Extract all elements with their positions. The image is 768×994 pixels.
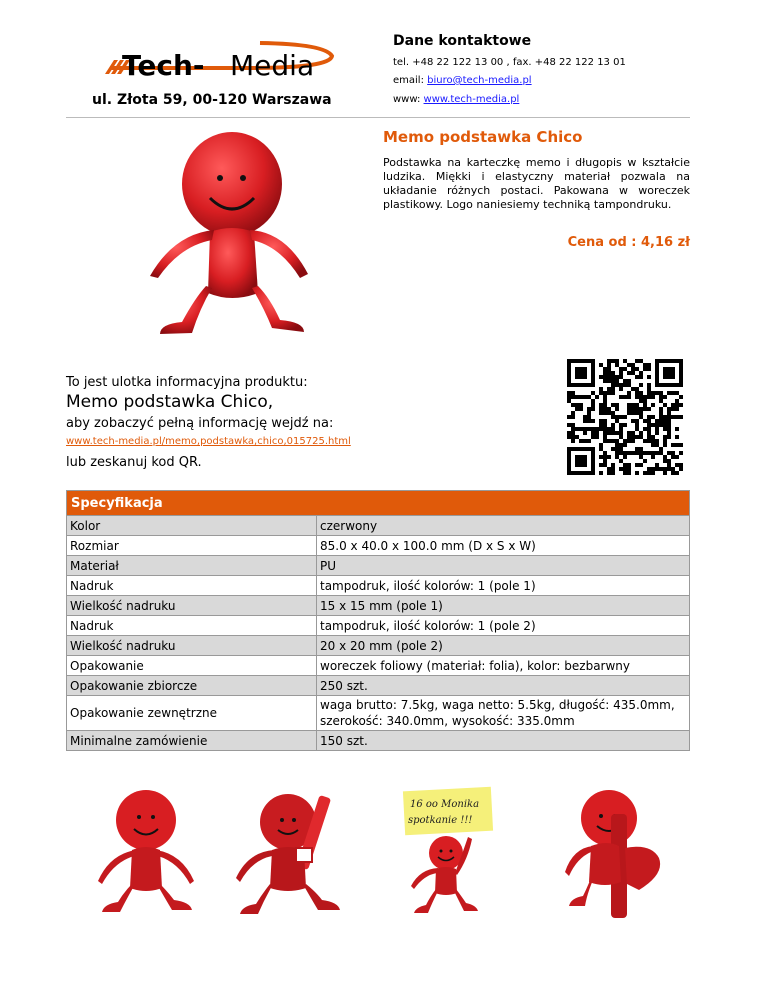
- spec-key: Materiał: [67, 556, 317, 576]
- spec-value: woreczek foliowy (materiał: folia), kolor: bezbarwny: [317, 656, 690, 676]
- spec-value: tampodruk, ilość kolorów: 1 (pole 1): [317, 576, 690, 596]
- spec-value: PU: [317, 556, 690, 576]
- spec-table: [66, 490, 690, 751]
- product-description: Podstawka na karteczkę memo i długopis w kształcie ludzika. Miękki i elastyczny materiał pozwala na układanie różnych postaci. Pakowana w woreczek plastikowy. Logo naniesiemy techniką tampondruku.: [383, 156, 690, 211]
- spec-key: Nadruk: [67, 576, 317, 596]
- spec-row: [67, 636, 690, 656]
- spec-value: tampodruk, ilość kolorów: 1 (pole 2): [317, 616, 690, 636]
- gallery-image-2: [232, 790, 352, 918]
- info-intro: To jest ulotka informacyjna produktu:: [66, 375, 308, 390]
- contact-title: Dane kontaktowe: [393, 33, 532, 49]
- spec-row: [67, 576, 690, 596]
- spec-row: [67, 731, 690, 751]
- contact-phones: tel. +48 22 122 13 00 , fax. +48 22 122 13 01: [393, 57, 626, 68]
- spec-value: 250 szt.: [317, 676, 690, 696]
- spec-value: 85.0 x 40.0 x 100.0 mm (D x S x W): [317, 536, 690, 556]
- qr-code: [560, 357, 690, 477]
- note-text-1: 16 oo Monika: [410, 799, 480, 810]
- spec-key: Opakowanie zbiorcze: [67, 676, 317, 696]
- spec-header: Specyfikacja: [67, 491, 690, 516]
- spec-key: Kolor: [67, 516, 317, 536]
- www-link[interactable]: www.tech-media.pl: [423, 94, 520, 105]
- spec-key: Wielkość nadruku: [67, 636, 317, 656]
- contact-email: email: biuro@tech-media.pl: [393, 75, 532, 86]
- email-link[interactable]: biuro@tech-media.pl: [427, 75, 532, 86]
- spec-value: 15 x 15 mm (pole 1): [317, 596, 690, 616]
- spec-key: Opakowanie: [67, 656, 317, 676]
- info-scan-text: lub zeskanuj kod QR.: [66, 455, 202, 470]
- note-text-2: spotkanie !!!: [408, 815, 473, 826]
- gallery-image-3: [400, 785, 500, 920]
- contact-www: www: www.tech-media.pl: [393, 94, 520, 105]
- spec-value: 20 x 20 mm (pole 2): [317, 636, 690, 656]
- info-product-name: Memo podstawka Chico,: [66, 392, 274, 412]
- spec-key: Wielkość nadruku: [67, 596, 317, 616]
- spec-value: waga brutto: 7.5kg, waga netto: 5.5kg, długość: 435.0mm, szerokość: 340.0mm, wysokość: 335.0mm: [317, 696, 690, 731]
- spec-key: Nadruk: [67, 616, 317, 636]
- product-title: Memo podstawka Chico: [383, 128, 583, 146]
- spec-row: [67, 556, 690, 576]
- spec-value: 150 szt.: [317, 731, 690, 751]
- header-divider: [66, 117, 690, 118]
- spec-row: [67, 656, 690, 676]
- company-address: ul. Złota 59, 00-120 Warszawa: [92, 92, 332, 108]
- spec-row: [67, 596, 690, 616]
- spec-key: Rozmiar: [67, 536, 317, 556]
- gallery-image-1: [96, 788, 196, 916]
- spec-row: [67, 676, 690, 696]
- gallery-image-4: [555, 788, 670, 920]
- logo-text-media: Media: [230, 49, 315, 82]
- spec-key: Minimalne zamówienie: [67, 731, 317, 751]
- tech-media-logo: [100, 38, 340, 84]
- info-visit-text: aby zobaczyć pełną informację wejdź na:: [66, 416, 334, 431]
- product-url-link[interactable]: www.tech-media.pl/memo,podstawka,chico,015725.html: [66, 436, 351, 447]
- spec-row: [67, 696, 690, 731]
- product-main-image: [140, 128, 310, 343]
- spec-key: Opakowanie zewnętrzne: [67, 696, 317, 731]
- spec-value: czerwony: [317, 516, 690, 536]
- spec-row: [67, 536, 690, 556]
- logo-text-tech: Tech-: [122, 49, 205, 82]
- product-price: Cena od : 4,16 zł: [567, 235, 690, 250]
- spec-row: [67, 616, 690, 636]
- spec-row: [67, 516, 690, 536]
